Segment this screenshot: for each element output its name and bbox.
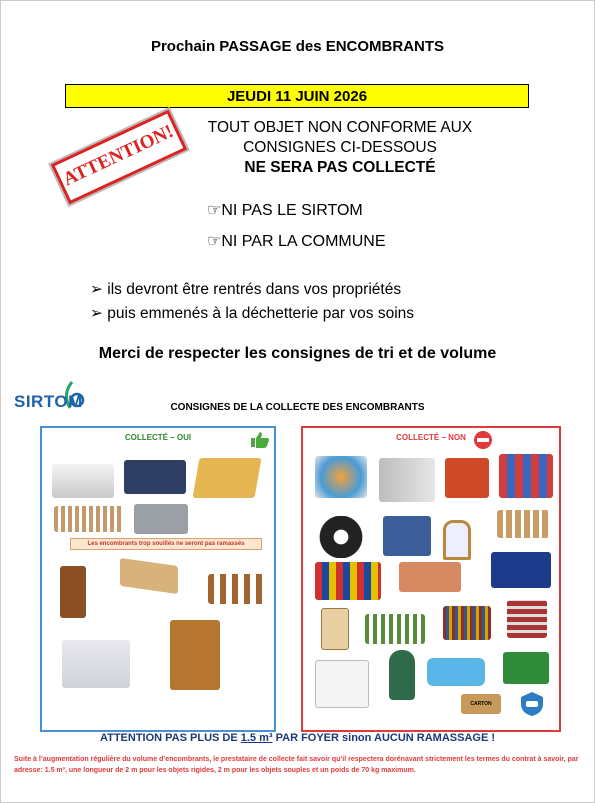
thumbs-up-icon (248, 430, 270, 448)
clothes-image (499, 454, 553, 498)
pointing-hand-icon: ☞ (207, 233, 222, 250)
pointing-hand-icon: ☞ (207, 202, 222, 219)
list-item-text: ils devront être rentrés dans vos propriétés (107, 281, 402, 298)
no-entry-icon (473, 430, 493, 450)
garden-tools-image (503, 652, 549, 684)
arrow-bullet-icon: ➢ (90, 305, 108, 322)
toys-image (315, 456, 367, 498)
poster-title: CONSIGNES DE LA COLLECTE DES ENCOMBRANTS (170, 402, 425, 413)
warning-block (175, 118, 505, 178)
limit-text-after: PAR FOYER sinon AUCUN RAMASSAGE ! (272, 732, 495, 744)
limit-text-before: ATTENTION PAS PLUS DE (99, 732, 241, 744)
warning-line-2: CONSIGNES CI-DESSOUS (243, 139, 437, 156)
bicycle-image (62, 640, 130, 688)
thanks-message: Merci de respecter les consignes de tri et de volume (98, 345, 497, 362)
table-chairs-image (208, 574, 264, 604)
mask-icon (519, 690, 545, 718)
accepted-items-panel (40, 426, 276, 732)
soiled-items-note: Les encombrants trop souillés ne seront pas ramassés (70, 538, 262, 550)
pallet-image (497, 510, 549, 538)
not-commune-text: NI PAR LA COMMUNE (221, 233, 386, 250)
rug-image (192, 458, 261, 498)
door-image (60, 566, 86, 618)
metal-items-image (134, 504, 188, 534)
battery-image (383, 516, 431, 556)
not-sirtom-line (207, 200, 363, 220)
list-item-text: puis emmenés à la déchetterie par vos soins (107, 305, 415, 322)
list-item (90, 302, 414, 326)
limit-value: 1.5 m³ (240, 732, 273, 744)
refused-items-panel (301, 426, 561, 732)
computers-image (491, 552, 551, 588)
refused-label: COLLECTÉ – NON (396, 433, 466, 442)
instructions-list (90, 278, 414, 326)
gas-bottle-image (389, 650, 415, 700)
tiles-image (399, 562, 461, 592)
accepted-label: COLLECTÉ – OUI (124, 433, 192, 442)
oil-cans-image (315, 562, 381, 600)
paddling-pool-image (427, 658, 485, 686)
volume-limit-warning (0, 732, 595, 744)
books-image (443, 606, 491, 640)
bottles-image (365, 614, 425, 644)
logo-text: SIRTOM (14, 392, 83, 411)
arrow-bullet-icon: ➢ (90, 281, 108, 298)
wardrobe-image (170, 620, 220, 690)
carton-box-image: CARTON (461, 694, 501, 714)
notice-title: Prochain PASSAGE des ENCOMBRANTS (150, 38, 445, 55)
list-item (90, 278, 414, 302)
collection-date: JEUDI 11 JUIN 2026 (65, 84, 529, 108)
tyres-image (313, 516, 369, 558)
toilet-sink-image (315, 660, 369, 708)
mattress-image (52, 464, 114, 498)
attention-stamp: ATTENTION! (51, 110, 187, 205)
window-image (321, 608, 349, 650)
sofa-image (124, 460, 186, 494)
bed-slats-image (54, 506, 124, 532)
papers-image (507, 600, 547, 638)
warning-line-3: NE SERA PAS COLLECTÉ (244, 159, 436, 176)
mirror-image (443, 520, 471, 560)
not-commune-line (207, 231, 386, 251)
warning-line-1: TOUT OBJET NON CONFORME AUX (207, 119, 473, 136)
planks-image (120, 558, 178, 594)
contract-note: Suite à l’augmentation régulière du volume d’encombrants, le prestataire de collecte fait savoir qu’il respectera dorénavant strictement les termes du contrat à savoir, par adresse: 1.5 m³, une longueur de 2 m pour les objets rigides, 2 m pour les objets souples et un poids de 70 kg maximum. (14, 756, 579, 774)
paint-cans-image (445, 458, 489, 498)
appliances-image (379, 458, 435, 502)
not-sirtom-text: NI PAS LE SIRTOM (221, 202, 363, 219)
